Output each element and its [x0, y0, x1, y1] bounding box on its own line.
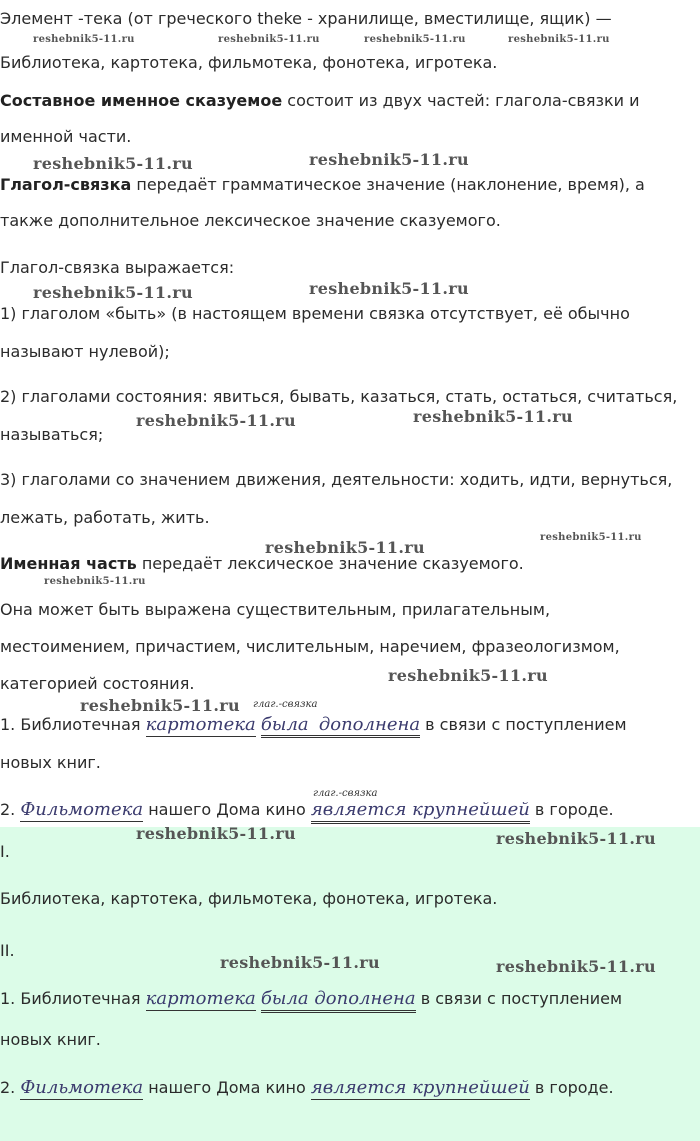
nominal-part-word: дополнена [318, 714, 421, 735]
example-sentence-1 [0, 714, 627, 736]
watermark: reshebnik5-11.ru [218, 34, 320, 45]
sentence-text: в городе. [529, 1078, 614, 1097]
watermark: reshebnik5-11.ru [33, 154, 193, 173]
answer-label: II. [0, 941, 15, 960]
sentence-text: 1. Библиотечная [0, 715, 146, 734]
sentence-text: 2. [0, 1078, 21, 1097]
sentence-text: в связи с поступлением [415, 989, 623, 1008]
watermark: reshebnik5-11.ru [33, 283, 193, 302]
explanation-line: категорией состояния. [0, 674, 195, 693]
example-line: новых книг. [0, 753, 101, 772]
watermark: reshebnik5-11.ru [496, 957, 656, 976]
list-item: 2) глаголами состояния: явиться, бывать, казаться, стать, остаться, считаться, [0, 387, 678, 406]
copula-note: глаг.-связка [253, 699, 318, 710]
watermark: reshebnik5-11.ru [136, 411, 296, 430]
nominal-part-definition [0, 553, 524, 575]
answer-sentence-1 [0, 988, 622, 1010]
watermark: reshebnik5-11.ru [136, 824, 296, 843]
copula-term: Глагол-связка [0, 175, 132, 194]
watermark: reshebnik5-11.ru [388, 666, 548, 685]
explanation-line: Библиотека, картотека, фильмотека, фонотека, игротека. [0, 53, 498, 72]
copula-word: была [260, 714, 309, 735]
watermark: reshebnik5-11.ru [364, 34, 466, 45]
explanation-line: также дополнительное лексическое значение сказуемого. [0, 211, 501, 230]
subject-word: картотека [145, 714, 256, 735]
watermark: reshebnik5-11.ru [309, 150, 469, 169]
explanation-line: Она может быть выражена существительным, прилагательным, [0, 600, 551, 619]
list-item: называться; [0, 425, 104, 444]
definition-text: передаёт грамматическое значение (наклонение, время), а [131, 175, 645, 194]
watermark: reshebnik5-11.ru [80, 696, 240, 715]
subject-word: Фильмотека [20, 1077, 144, 1098]
list-item: 3) глаголами со значением движения, деятельности: ходить, идти, вернуться, [0, 470, 673, 489]
explanation-line: местоимением, причастием, числительным, наречием, фразеологизмом, [0, 637, 620, 656]
watermark: reshebnik5-11.ru [309, 279, 469, 298]
list-item: 1) глаголом «быть» (в настоящем времени связка отсутствует, её обычно [0, 304, 630, 323]
explanation-line: Глагол-связка выражается: [0, 258, 235, 277]
sentence-text: в связи с поступлением [420, 715, 627, 734]
compound-predicate-definition [0, 90, 640, 112]
sentence-text: в городе. [529, 800, 614, 819]
list-item: лежать, работать, жить. [0, 508, 210, 527]
sentence-text: 1. Библиотечная [0, 989, 146, 1008]
explanation-line: Элемент -тека (от греческого theke - хранилище, вместилище, ящик) — [0, 9, 612, 28]
answer-sentence-2 [0, 1077, 614, 1099]
answer-line: Библиотека, картотека, фильмотека, фонотека, игротека. [0, 889, 498, 908]
compound-predicate-term: Составное именное сказуемое [0, 91, 283, 110]
predicate-words: была дополнена [261, 988, 416, 1013]
watermark: reshebnik5-11.ru [496, 829, 656, 848]
predicate-words: является крупнейшей [310, 1077, 530, 1098]
definition-text: состоит из двух частей: глагола-связки и [282, 91, 640, 110]
explanation-line: именной части. [0, 127, 132, 146]
sentence-text: нашего Дома кино [143, 800, 311, 819]
watermark: reshebnik5-11.ru [33, 34, 135, 45]
watermark: reshebnik5-11.ru [265, 538, 425, 557]
watermark: reshebnik5-11.ru [540, 532, 642, 543]
example-sentence-2 [0, 799, 614, 821]
answer-label: I. [0, 842, 10, 861]
watermark: reshebnik5-11.ru [508, 34, 610, 45]
watermark: reshebnik5-11.ru [220, 953, 380, 972]
watermark: reshebnik5-11.ru [413, 407, 573, 426]
watermark: reshebnik5-11.ru [44, 576, 146, 587]
subject-word: картотека [145, 988, 256, 1009]
predicate-words: является крупнейшей [311, 799, 530, 824]
copula-note: глаг.-связка [313, 788, 378, 799]
answer-line: новых книг. [0, 1030, 101, 1049]
definition-text: передаёт лексическое значение сказуемого. [136, 554, 524, 573]
subject-word: Фильмотека [20, 799, 144, 820]
sentence-text: нашего Дома кино [143, 1078, 311, 1097]
sentence-text: 2. [0, 800, 21, 819]
list-item: называют нулевой); [0, 342, 170, 361]
copula-definition [0, 174, 645, 196]
nominal-part-term: Именная часть [0, 554, 137, 573]
